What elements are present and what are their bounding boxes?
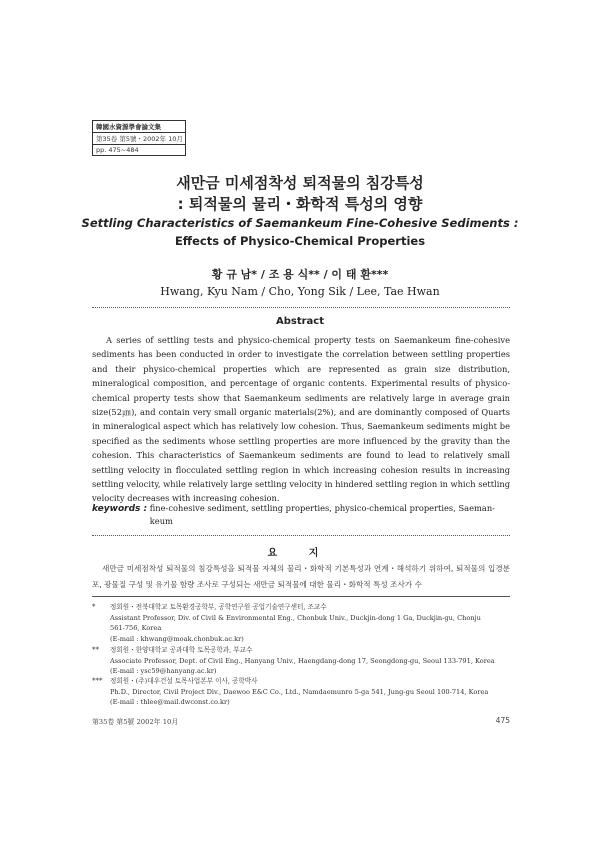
footnote-mark: *** xyxy=(92,677,103,685)
footnote-line: Assistant Professor, Div. of Civil & Environmental Eng., Chonbuk Univ., Duckjin-dong 1 Ga, Duckjin-gu, Chonju xyxy=(110,613,481,622)
keywords-label: keywords : xyxy=(92,504,148,514)
title-korean-line1: 새만금 미세점착성 퇴적물의 침강특성 xyxy=(176,174,424,192)
divider-dotted-bottom xyxy=(92,535,510,536)
footer-issue: 第35卷 第5號 2002年 10月 xyxy=(92,718,179,726)
title-english-line2: Effects of Physico-Chemical Properties xyxy=(174,234,426,248)
page-number: 475 xyxy=(495,716,510,725)
keywords-text: fine-cohesive sediment, settling properties, physico-chemical properties, Saeman- keum xyxy=(149,503,495,526)
footnote-mark: * xyxy=(92,603,96,611)
journal-name: 韓國水資源學會論文集 xyxy=(93,121,185,133)
footnote-line: 정회원・전북대학교 토목환경공학부, 공학연구원 공업기술연구센터, 조교수 xyxy=(110,603,327,611)
title-english-line1: Settling Characteristics of Saemankeum Fine-Cohesive Sediments : xyxy=(81,216,519,230)
footnote-line: Associate Professor, Dept. of Civil Eng., Hanyang Univ., Haengdang-dong 17, Seongdong-gu, Seoul 133-791, Korea xyxy=(110,656,495,665)
abstract-body: A series of settling tests and physico-chemical property tests on Saemankeum fine-cohesive sediments has been conducted in order to investigate the correlation between settling properties and their physico-chemical properties which are represented as grain size distribution, mineralogical composition, and percentage of organic contents. Experimental results of physico-chemical property tests show that Saemankeum sediments are relatively large in average grain size(52㎛), and contain very small organic materials(2%), and are dominantly composed of Quarts in mineralogical aspect which has relatively low cohesion. Thus, Saemankeum sediments might be specified as the sediments whose settling properties are more influenced by the gravity than the cohesion. This characteristics of Saemankeum sediments are found to lead to relatively small settling velocity in flocculated settling region in which increasing cohesion results in increasing settling velocity, while relatively large settling velocity in hindered settling region in which settling velocity decreases with increasing cohesion. xyxy=(92,335,511,504)
abstract-heading: Abstract xyxy=(275,316,325,327)
footnote-line: 정회원・한양대학교 공과대학 토목공학과, 부교수 xyxy=(110,646,253,654)
authors-korean: 황 규 남* / 조 용 식** / 이 태 환*** xyxy=(211,268,389,281)
journal-pages: pp. 475~484 xyxy=(96,146,139,154)
footnote-line: 정회원・(주)대우건설 토목사업본부 이사, 공학박사 xyxy=(110,677,258,685)
footnote-line: (E-mail : ysc59@hanyang.ac.kr) xyxy=(110,667,217,676)
footnote-author2 xyxy=(92,645,512,677)
korean-summary-heading: 요 지 xyxy=(267,548,333,559)
footnote-line: (E-mail : thlee@mail.dwconst.co.kr) xyxy=(110,698,230,707)
footnote-divider xyxy=(92,596,510,597)
footnote-mark: ** xyxy=(92,646,99,654)
keywords xyxy=(92,502,512,528)
journal-info-box xyxy=(92,120,186,156)
footnote-author1 xyxy=(92,602,512,644)
footnote-author3 xyxy=(92,676,512,708)
footnote-line: 561-756, Korea xyxy=(110,624,162,633)
footnote-line: (E-mail : khwang@moak.chonbuk.ac.kr) xyxy=(110,634,244,643)
authors-english: Hwang, Kyu Nam / Cho, Yong Sik / Lee, Tae Hwan xyxy=(160,285,440,298)
journal-issue: 第35卷 第5號・2002年 10月 xyxy=(93,133,185,145)
korean-summary-body: 새만금 미세점착성 퇴적물의 침강특성을 퇴적물 자체의 물리・화학적 기본특성과 연계・해석하기 위하여, 퇴적물의 입경분포, 광물질 구성 및 유기물 함량 조사로 구성되는 새만금 퇴적물에 대한 물리・화학적 특성 조사가 수 xyxy=(92,564,510,589)
divider-dotted-top xyxy=(92,307,510,308)
footnote-line: Ph.D., Director, Civil Project Div., Daewoo E&C Co., Ltd., Namdaemunro 5-ga 541, Jung-gu Seoul 100-714, Korea xyxy=(110,687,489,696)
title-korean-line2: : 퇴적물의 물리・화학적 특성의 영향 xyxy=(177,195,423,213)
